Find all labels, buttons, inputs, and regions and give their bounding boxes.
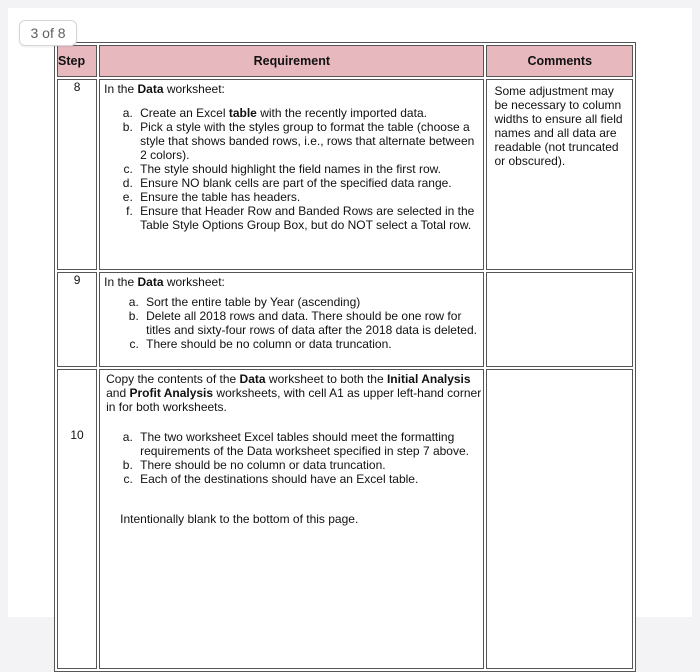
header-step: Step (57, 45, 97, 77)
list-item: a. Create an Excel table with the recently imported data. (136, 106, 481, 120)
requirement-intro: Copy the contents of the Data worksheet to both the Initial Analysis and Profit Analysis worksheets, with cell A1 as upper left-hand corner in for both worksheets. (106, 372, 482, 414)
requirement-intro: In the Data worksheet: (104, 82, 225, 96)
requirement-intro: In the Data worksheet: (104, 275, 225, 289)
list-item: d. Ensure NO blank cells are part of the specified data range. (136, 176, 481, 190)
requirement-cell (99, 272, 484, 367)
comment-cell (486, 79, 633, 270)
step-number: 9 (57, 272, 97, 367)
comment-cell (486, 369, 633, 669)
list-item: c. There should be no column or data truncation. (142, 337, 481, 351)
list-item: b. Delete all 2018 rows and data. There should be one row for titles and sixty-four rows of data after the 2018 data is deleted. (142, 309, 481, 337)
step-number: 10 (57, 369, 97, 669)
header-comments: Comments (486, 45, 633, 77)
comment-text: Some adjustment may be necessary to column widths to ensure all field names and all data are readable (not truncated or obscured). (494, 84, 623, 168)
requirement-cell (99, 369, 484, 669)
list-item: c. Each of the destinations should have an Excel table. (136, 472, 481, 486)
page-indicator: 3 of 8 (19, 20, 77, 46)
table-row-step-10 (57, 369, 633, 669)
blank-note: Intentionally blank to the bottom of this page. (120, 512, 359, 526)
requirement-list (104, 106, 481, 232)
step-number: 8 (57, 79, 97, 270)
header-requirement: Requirement (99, 45, 484, 77)
list-item: b. Pick a style with the styles group to format the table (choose a style that shows banded rows, i.e., rows that alternate between 2 colors). (136, 120, 481, 162)
requirements-table (54, 42, 636, 672)
list-item: a. The two worksheet Excel tables should meet the formatting requirements of the Data worksheet specified in step 7 above. (136, 430, 481, 458)
requirement-cell (99, 79, 484, 270)
header-row (57, 45, 633, 77)
requirement-list (104, 430, 481, 486)
table-row-step-9 (57, 272, 633, 367)
list-item: b. There should be no column or data truncation. (136, 458, 481, 472)
comment-cell (486, 272, 633, 367)
list-item: c. The style should highlight the field names in the first row. (136, 162, 481, 176)
requirement-list (104, 295, 481, 351)
table-row-step-8 (57, 79, 633, 270)
list-item: f. Ensure that Header Row and Banded Rows are selected in the Table Style Options Group Box, but do NOT select a Total row. (136, 204, 481, 232)
list-item: a. Sort the entire table by Year (ascending) (142, 295, 481, 309)
list-item: e. Ensure the table has headers. (136, 190, 481, 204)
